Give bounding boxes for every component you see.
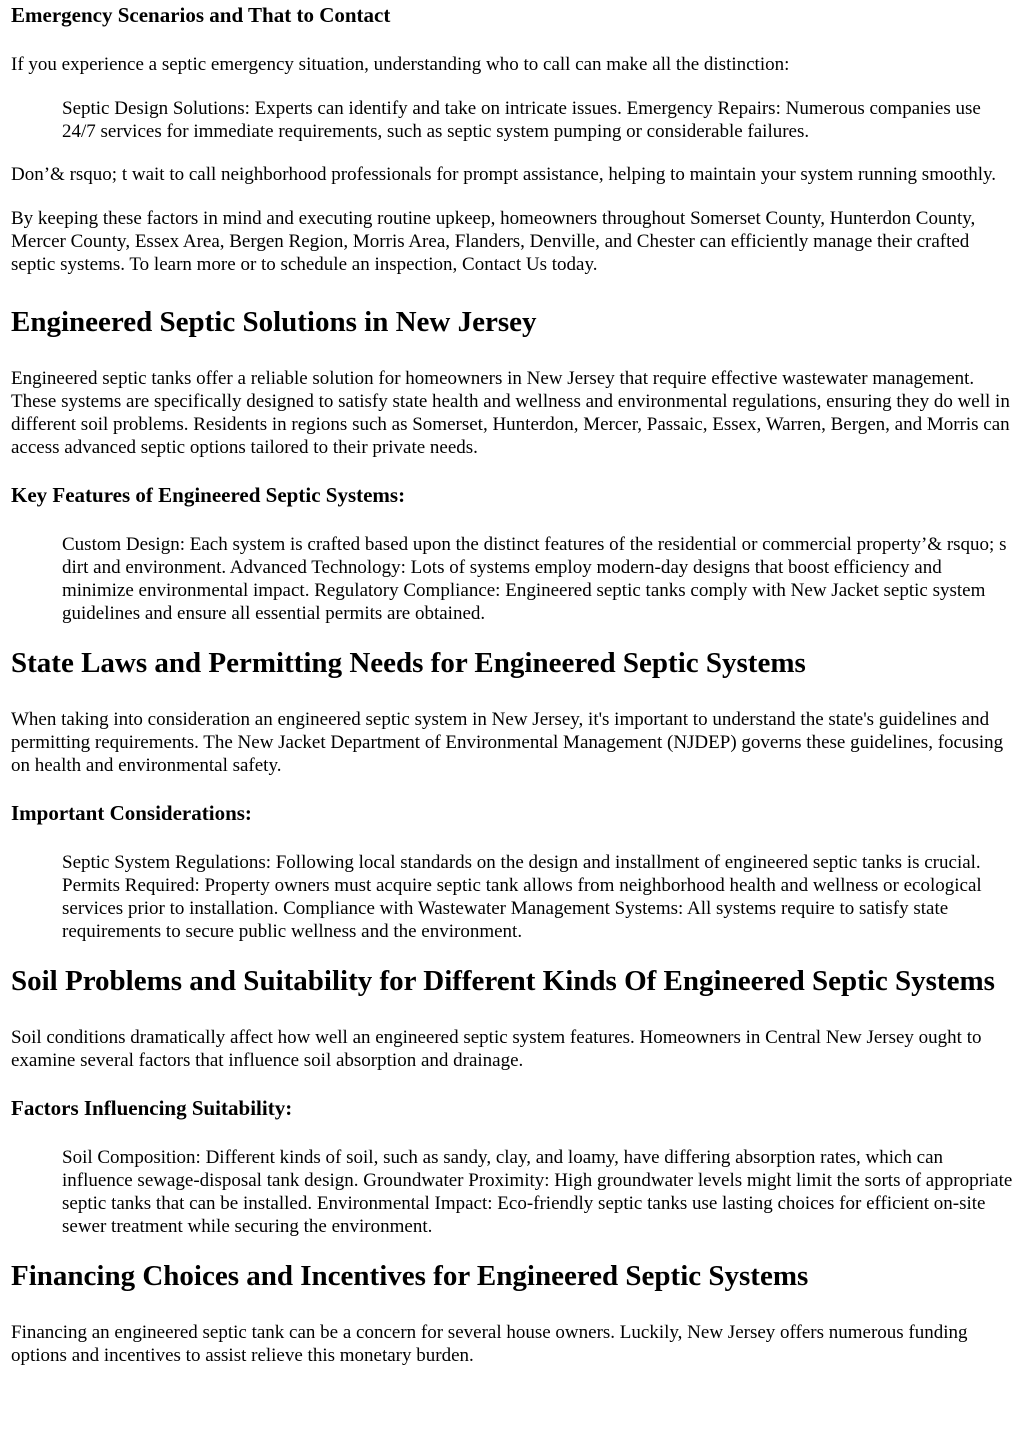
soil-quote: Soil Composition: Different kinds of soil, such as sandy, clay, and loamy, have differing absorption rates, which can influence sewage-disposal tank design. Groundwater Proximity: High groundwater levels might limit the sorts of appropriate septic tanks that can be installed. Environmental Impact: Eco-friendly septic tanks use lasting choices for efficient on-site sewer treatment while securing the environment.: [62, 1147, 1013, 1237]
emergency-quote: Septic Design Solutions: Experts can identify and take on intricate issues. Emergency Repairs: Numerous companies use 24/7 services for immediate requirements, such as septic system pumping or considerable failures.: [62, 98, 981, 142]
engineered-subheading: Key Features of Engineered Septic Systems:: [11, 483, 406, 507]
soil-heading: Soil Problems and Suitability for Different Kinds Of Engineered Septic Systems: [11, 965, 995, 997]
financing-paragraph: Financing an engineered septic tank can be a concern for several house owners. Luckily, New Jersey offers numerous funding options and incentives to assist relieve this monetary burden.: [11, 1322, 968, 1366]
engineered-quote: Custom Design: Each system is crafted based upon the distinct features of the residential or commercial property’& rsquo; s dirt and environment. Advanced Technology: Lots of systems employ modern-day designs that boost efficiency and minimize environmental impact. Regulatory Compliance: Engineered septic tanks comply with New Jacket septic system guidelines and ensure all essential permits are obtained.: [62, 534, 1007, 624]
article: [0, 3, 1024, 1367]
engineered-heading: Engineered Septic Solutions in New Jersey: [11, 306, 537, 338]
soil-subheading: Factors Influencing Suitability:: [11, 1096, 293, 1120]
emergency-paragraph-1: Don’& rsquo; t wait to call neighborhood professionals for prompt assistance, helping to maintain your system running smoothly.: [11, 164, 997, 185]
emergency-heading: Emergency Scenarios and That to Contact: [11, 3, 391, 27]
financing-heading: Financing Choices and Incentives for Engineered Septic Systems: [11, 1260, 809, 1292]
emergency-intro: If you experience a septic emergency situation, understanding who to call can make all the distinction:: [11, 54, 790, 75]
laws-paragraph: When taking into consideration an engineered septic system in New Jersey, it's important to understand the state's guidelines and permitting requirements. The New Jacket Department of Environmental Management (NJDEP) governs these guidelines, focusing on health and environmental safety.: [11, 709, 1004, 776]
laws-subheading: Important Considerations:: [11, 801, 252, 825]
laws-quote: Septic System Regulations: Following local standards on the design and installment of engineered septic tanks is crucial. Permits Required: Property owners must acquire septic tank allows from neighborhood health and wellness or ecological services prior to installation. Compliance with Wastewater Management Systems: All systems require to satisfy state requirements to secure public wellness and the environment.: [62, 852, 982, 942]
soil-paragraph: Soil conditions dramatically affect how well an engineered septic system features. Homeowners in Central New Jersey ought to examine several factors that influence soil absorption and drainage.: [11, 1027, 982, 1071]
laws-heading: State Laws and Permitting Needs for Engineered Septic Systems: [11, 647, 806, 679]
emergency-paragraph-2: By keeping these factors in mind and executing routine upkeep, homeowners throughout Somerset County, Hunterdon County, Mercer County, Essex Area, Bergen Region, Morris Area, Flanders, Denville, and Chester can efficiently manage their crafted septic systems. To learn more or to schedule an inspection, Contact Us today.: [11, 208, 976, 275]
engineered-paragraph: Engineered septic tanks offer a reliable solution for homeowners in New Jersey that require effective wastewater management. These systems are specifically designed to satisfy state health and wellness and environmental regulations, ensuring they do well in different soil problems. Residents in regions such as Somerset, Hunterdon, Mercer, Passaic, Essex, Warren, Bergen, and Morris can access advanced septic options tailored to their private needs.: [11, 368, 1010, 458]
